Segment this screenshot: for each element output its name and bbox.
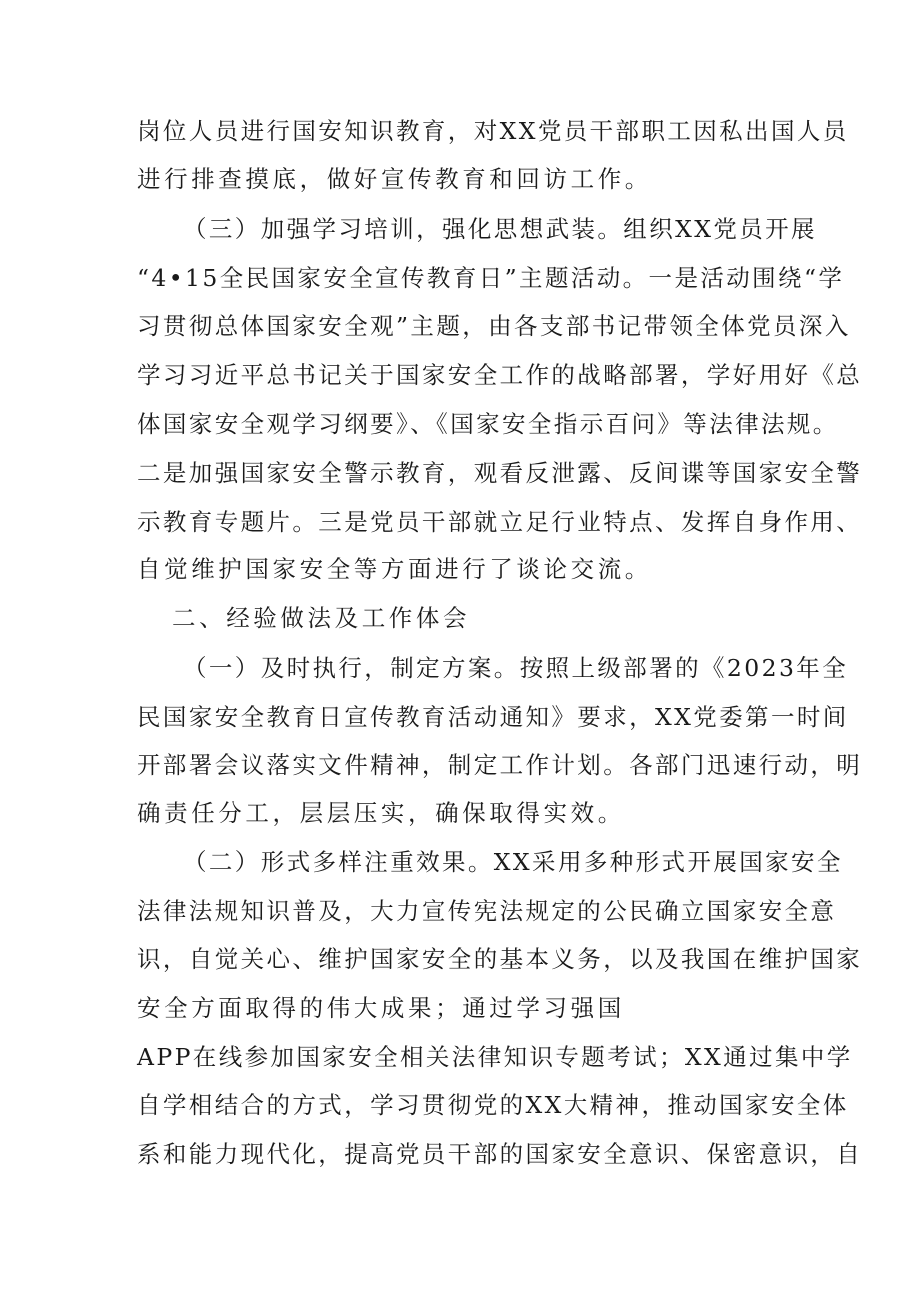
paragraph-line: 习贯彻总体国家安全观”主题，由各支部书记带领全体党员深入 <box>137 312 851 340</box>
paragraph-line: 岗位人员进行国安知识教育，对XX党员干部职工因私出国人员 <box>137 117 849 145</box>
paragraph-line: APP在线参加国家安全相关法律知识专题考试；XX通过集中学 <box>137 1043 853 1071</box>
paragraph-line: 自学相结合的方式，学习贯彻党的XX大精神，推动国家安全体 <box>137 1091 849 1119</box>
section-heading: 二、经验做法及工作体会 <box>172 604 471 632</box>
paragraph-line: 二是加强国家安全警示教育，观看反泄露、反间谍等国家安全警 <box>137 459 863 487</box>
paragraph-line: 示教育专题片。三是党员干部就立足行业特点、发挥自身作用、 <box>137 508 863 536</box>
paragraph-line: 进行排查摸底，做好宣传教育和回访工作。 <box>137 165 652 193</box>
paragraph-line: 学习习近平总书记关于国家安全工作的战略部署，学好用好《总 <box>137 361 863 389</box>
paragraph-line: 法律法规知识普及，大力宣传宪法规定的公民确立国家安全意 <box>137 897 837 925</box>
paragraph-line: （二）形式多样注重效果。XX采用多种形式开展国家安全 <box>183 848 843 876</box>
paragraph-line: （一）及时执行，制定方案。按照上级部署的《2023年全 <box>183 654 849 682</box>
paragraph-line: 体国家安全观学习纲要》、《国家安全指示百问》等法律法规。 <box>137 410 839 438</box>
paragraph-line: 开部署会议落实文件精神，制定工作计划。各部门迅速行动，明 <box>137 751 863 779</box>
paragraph-line: 自觉维护国家安全等方面进行了谈论交流。 <box>137 555 652 583</box>
paragraph-line: 安全方面取得的伟大成果；通过学习强国 <box>137 994 625 1022</box>
paragraph-line: 识，自觉关心、维护国家安全的基本义务，以及我国在维护国家 <box>137 945 863 973</box>
paragraph-line: “4•15全民国家安全宣传教育日”主题活动。一是活动围绕“学 <box>137 264 845 292</box>
paragraph-line: （三）加强学习培训，强化思想武装。组织XX党员开展 <box>183 215 817 243</box>
paragraph-line: 民国家安全教育日宣传教育活动通知》要求，XX党委第一时间 <box>137 703 849 731</box>
paragraph-line: 确责任分工，层层压实，确保取得实效。 <box>137 799 625 827</box>
paragraph-line: 系和能力现代化，提高党员干部的国家安全意识、保密意识，自 <box>137 1140 863 1168</box>
